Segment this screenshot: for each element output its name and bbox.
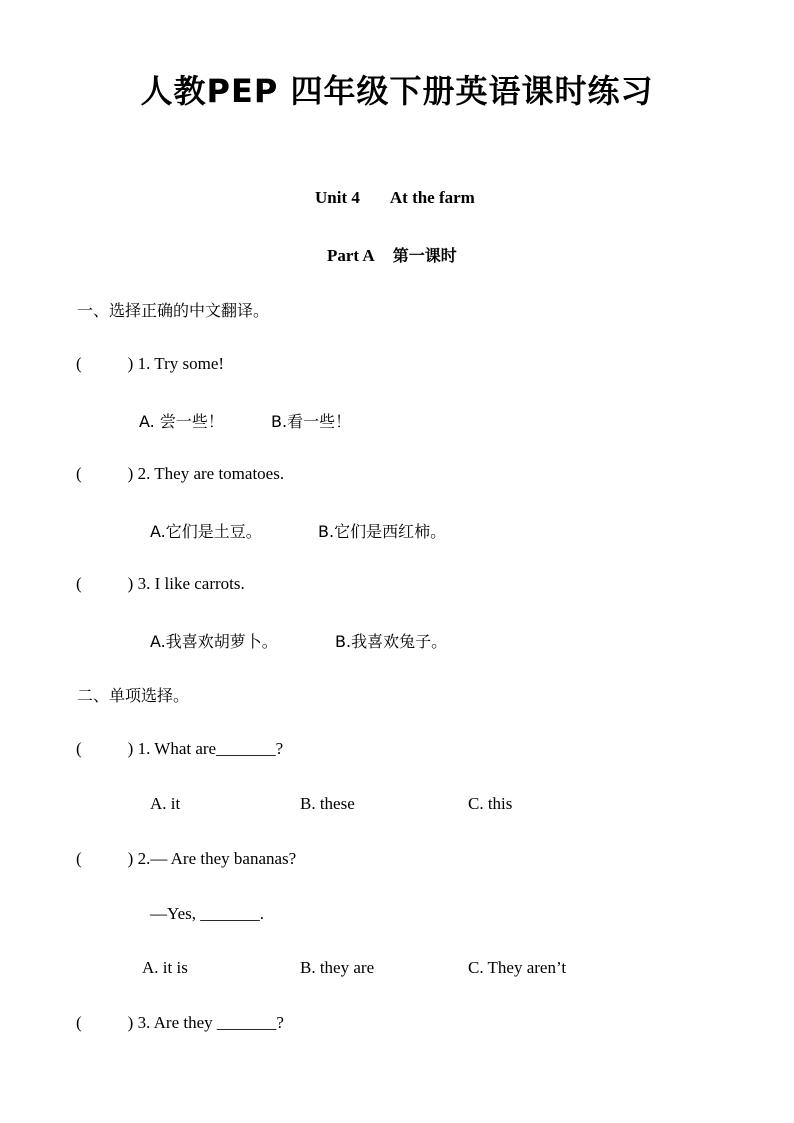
s2-question-1 [76,739,283,759]
answer-paren: ( [76,739,82,758]
question-text: ) 3. I like carrots. [127,574,245,593]
question-text: ) 2. They are tomatoes. [127,464,285,483]
s2-q2-option-c: C. They aren’t [468,958,567,977]
question-text: ) 2.— Are they bananas? [127,849,297,868]
s1-question-1 [76,354,224,374]
s2-q1-option-b: B. these [300,794,355,813]
answer-paren: ( [76,354,82,373]
s2-q2-option-a: A. it is [142,958,188,977]
part-label: Part A [327,246,375,265]
answer-paren: ( [76,464,82,483]
s2-q1-option-c: C. this [468,794,513,813]
s2-question-2 [76,849,296,869]
s1-q1-option-a: A. 尝一些！ [139,412,224,431]
s1-question-3 [76,574,245,594]
s2-q1-option-a: A. it [150,794,181,813]
s1-q2-option-a: A.它们是土豆。 [150,522,262,541]
s1-q3-option-a: A.我喜欢胡萝卜。 [150,632,278,651]
page-title: 人教PEP 四年级下册英语课时练习 [140,72,654,110]
section2-heading: 二、单项选择。 [77,686,190,705]
s2-q2-answer-line: —Yes, _______. [150,904,264,923]
answer-paren: ( [76,1013,82,1032]
unit-label: Unit 4 [315,188,360,207]
s1-q3-option-b: B.我喜欢兔子。 [335,632,448,651]
unit-heading [315,188,475,208]
s2-q2-option-b: B. they are [300,958,375,977]
question-text: ) 1. What are_______? [127,739,284,758]
answer-paren: ( [76,574,82,593]
s1-q1-option-b: B.看一些！ [271,412,352,431]
s1-question-2 [76,464,284,484]
part-heading [327,243,457,266]
s1-q2-option-b: B.它们是西红柿。 [318,522,447,541]
unit-name: At the farm [389,188,475,207]
section1-heading: 一、选择正确的中文翻译。 [77,301,270,320]
question-text: ) 1. Try some! [127,354,225,373]
question-text: ) 3. Are they _______? [127,1013,284,1032]
lesson-label: 第一课时 [392,246,457,265]
s2-question-3 [76,1013,284,1033]
answer-paren: ( [76,849,82,868]
